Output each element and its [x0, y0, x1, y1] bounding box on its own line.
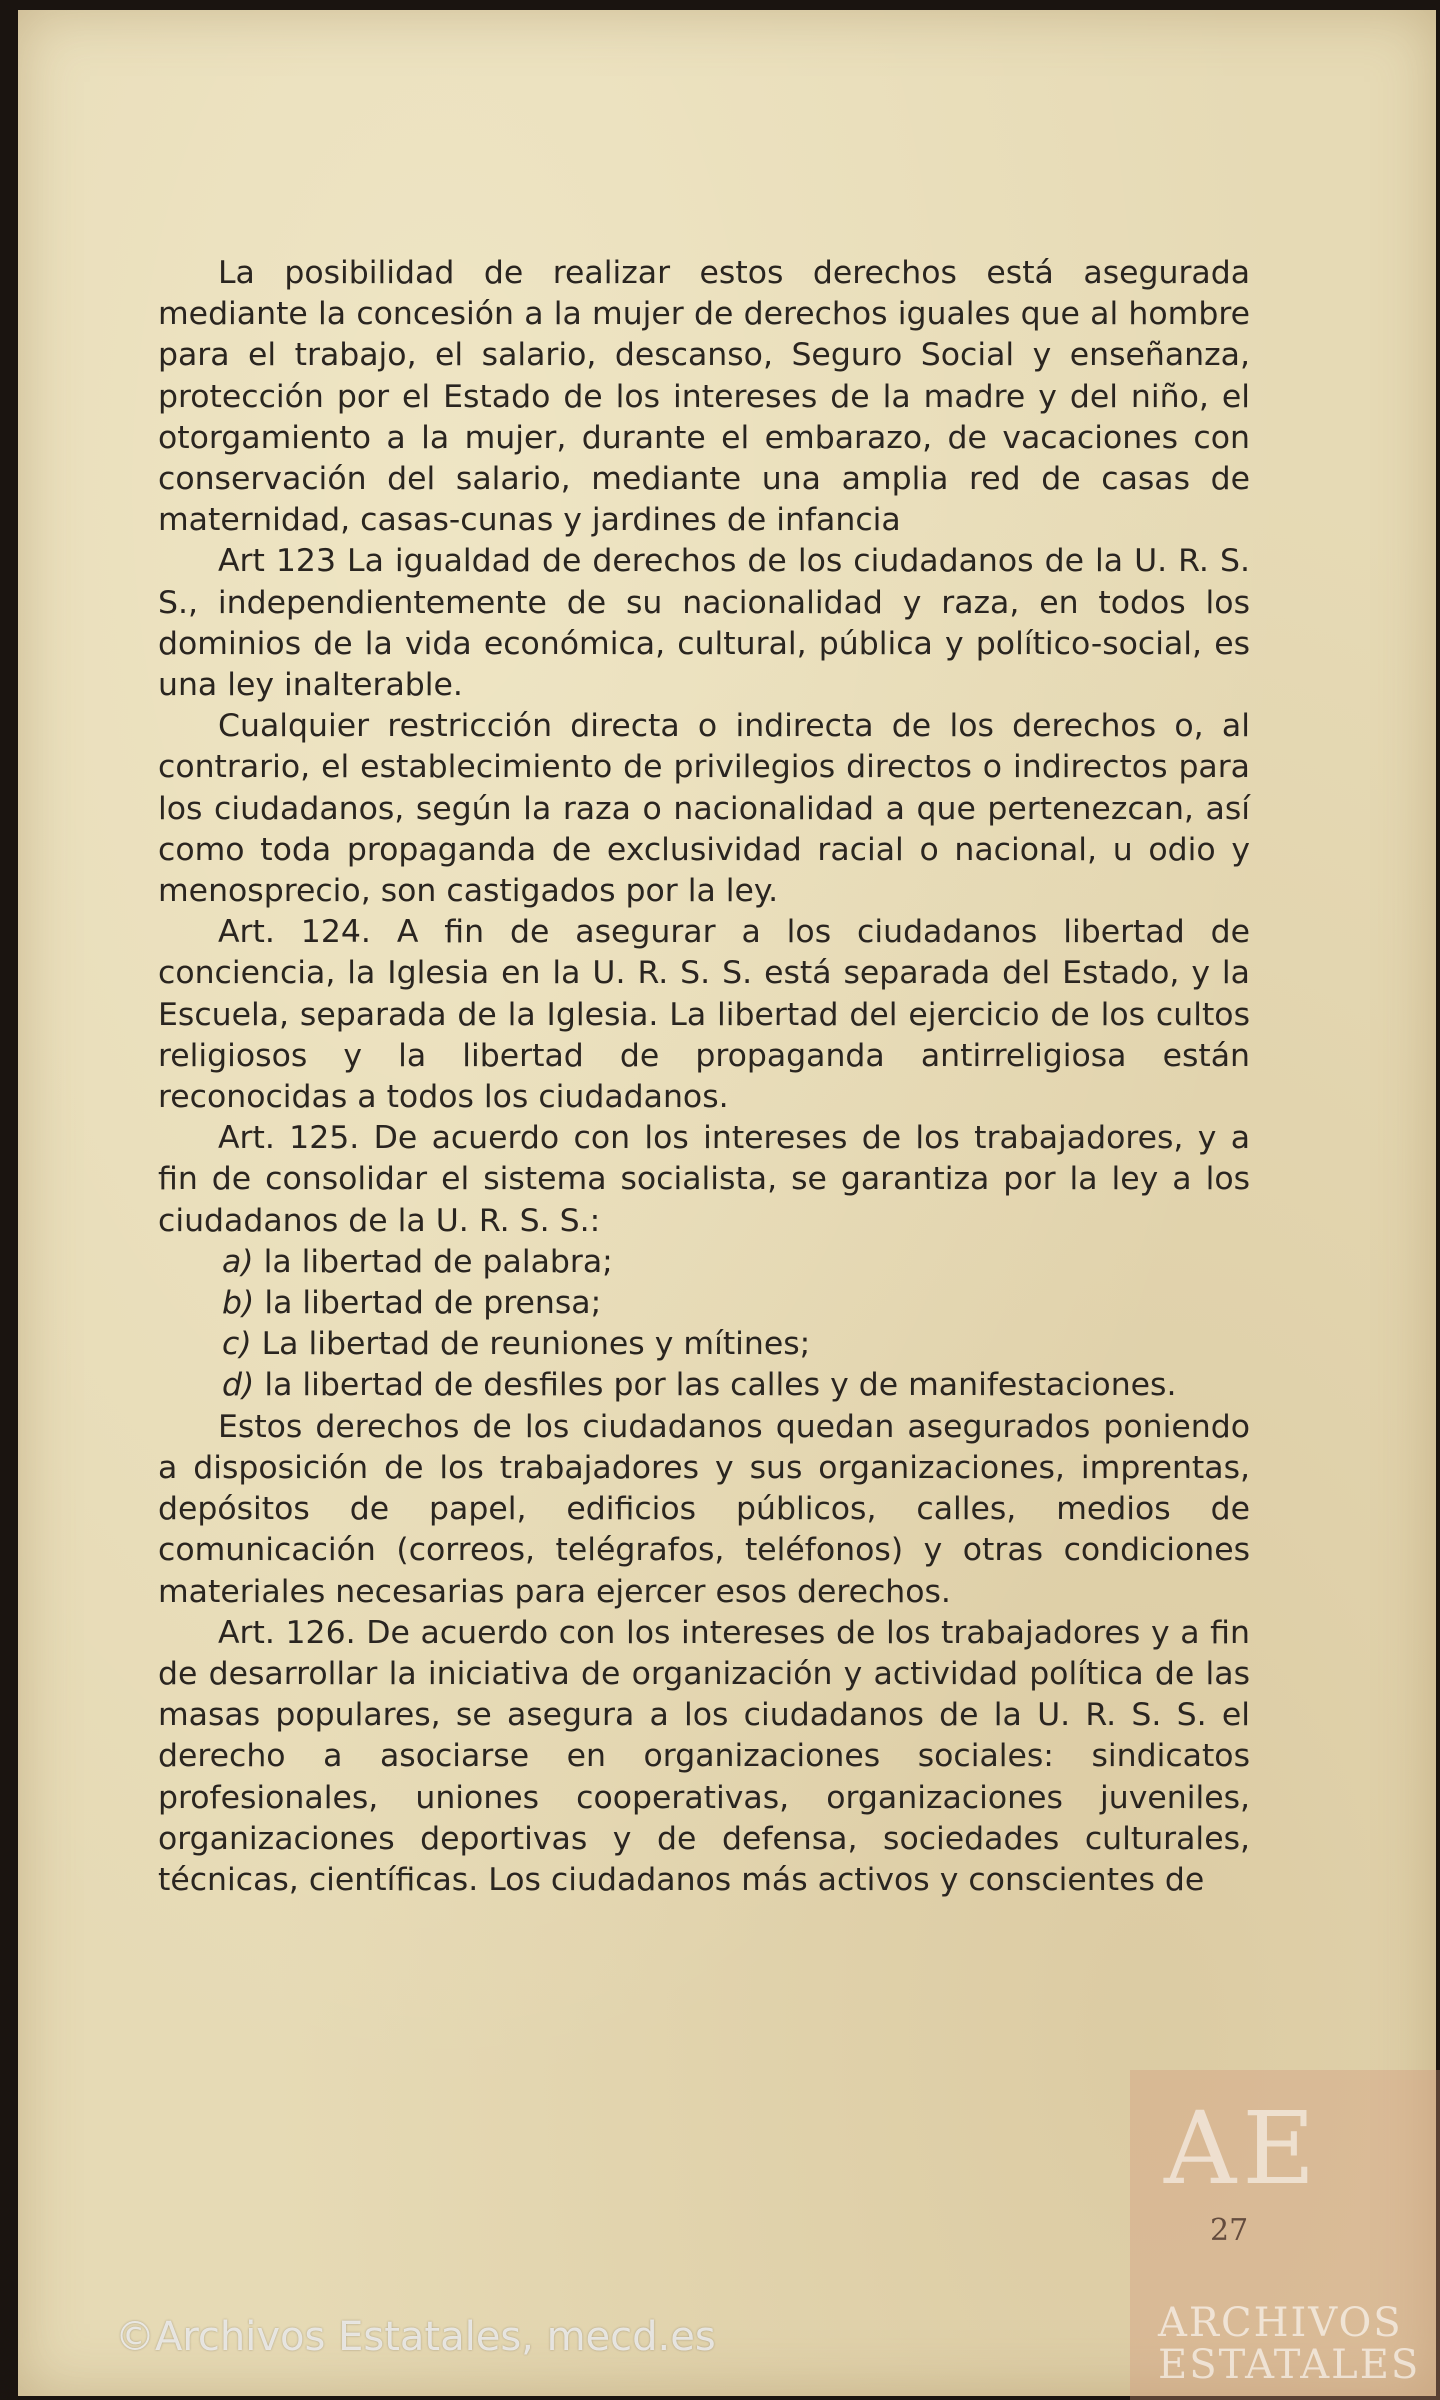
list-text: La libertad de reuniones y mítines; — [261, 1326, 811, 1363]
paragraph-maternity: La posibilidad de realizar estos derechos está asegurada mediante la concesión a la mujer de derechos iguales que al hombre para el trabajo, el salario, descanso, Seguro Social y enseñanza, protección por el Estado de los intereses de la madre y del niño, el otorgamiento a la mujer, durante el embarazo, de vacaciones con conservación del salario, mediante una amplia red de casas de maternidad, casas-cunas y jardines de infancia — [158, 255, 1250, 539]
list-text: la libertad de desfiles por las calles y de manifestaciones. — [264, 1367, 1177, 1404]
list-text: la libertad de palabra; — [263, 1243, 613, 1280]
paragraph-rights-assured: Estos derechos de los ciudadanos quedan asegurados poniendo a disposición de los trabajadores y sus organizaciones, imprentas, depósitos de papel, edificios públicos, calles, medios de comunicación (correos, telégrafos, teléfonos) y otras condiciones materiales necesarias para ejercer esos derechos. — [158, 1408, 1250, 1610]
body-text — [158, 253, 1250, 1901]
paragraph-art-124: Art. 124. A fin de asegurar a los ciudadanos libertad de conciencia, la Iglesia en la U. R. S. S. está separada del Estado, y la Escuela, separada de la Iglesia. La libertad del ejercicio de los cultos religiosos y la libertad de propaganda antirreligiosa están reconocidas a todos los ciudadanos. — [158, 914, 1250, 1116]
list-item-b — [158, 1283, 1250, 1324]
list-marker: a) — [222, 1243, 254, 1280]
list-marker: d) — [222, 1367, 255, 1404]
list-item-d — [158, 1365, 1250, 1406]
logo-initials: AE — [1164, 2090, 1322, 2207]
paragraph-restrictions: Cualquier restricción directa o indirecta de los derechos o, al contrario, el establecimiento de privilegios directos o indirectos para los ciudadanos, según la raza o nacionalidad a que pertenezcan, así como toda propaganda de exclusividad racial o nacional, u odio y menosprecio, son castigados por la ley. — [158, 708, 1250, 910]
paragraph-art-126: Art. 126. De acuerdo con los intereses de los trabajadores y a fin de desarrollar la iniciativa de organización y actividad política de las masas populares, se asegura a los ciudadanos de la U. R. S. S. el derecho a asociarse en organizaciones sociales: sindicatos profesionales, uniones cooperativas, organizaciones juveniles, organizaciones deportivas y de defensa, sociedades culturales, técnicas, científicas. Los ciudadanos más activos y conscientes de — [158, 1614, 1250, 1898]
archivos-estatales-logo — [1130, 2070, 1440, 2400]
document-page — [18, 10, 1436, 2396]
copyright-watermark: ©Archivos Estatales, mecd.es — [115, 2314, 716, 2360]
list-text: la libertad de prensa; — [264, 1285, 602, 1322]
page-number: 27 — [1210, 2213, 1249, 2248]
logo-line-2: ESTATALES — [1158, 2342, 1421, 2388]
list-marker: c) — [222, 1326, 252, 1363]
list-item-a — [158, 1242, 1250, 1283]
paragraph-art-125: Art. 125. De acuerdo con los intereses de los trabajadores, y a fin de consolidar el sistema socialista, se garantiza por la ley a los ciudadanos de la U. R. S. S.: — [158, 1120, 1250, 1239]
logo-line-1: ARCHIVOS — [1158, 2300, 1403, 2346]
paragraph-art-123: Art 123 La igualdad de derechos de los ciudadanos de la U. R. S. S., independientemente de su nacionalidad y raza, en todos los dominios de la vida económica, cultural, pública y político-social, es una ley inalterable. — [158, 543, 1250, 704]
list-item-c — [158, 1324, 1250, 1365]
list-marker: b) — [222, 1285, 255, 1322]
